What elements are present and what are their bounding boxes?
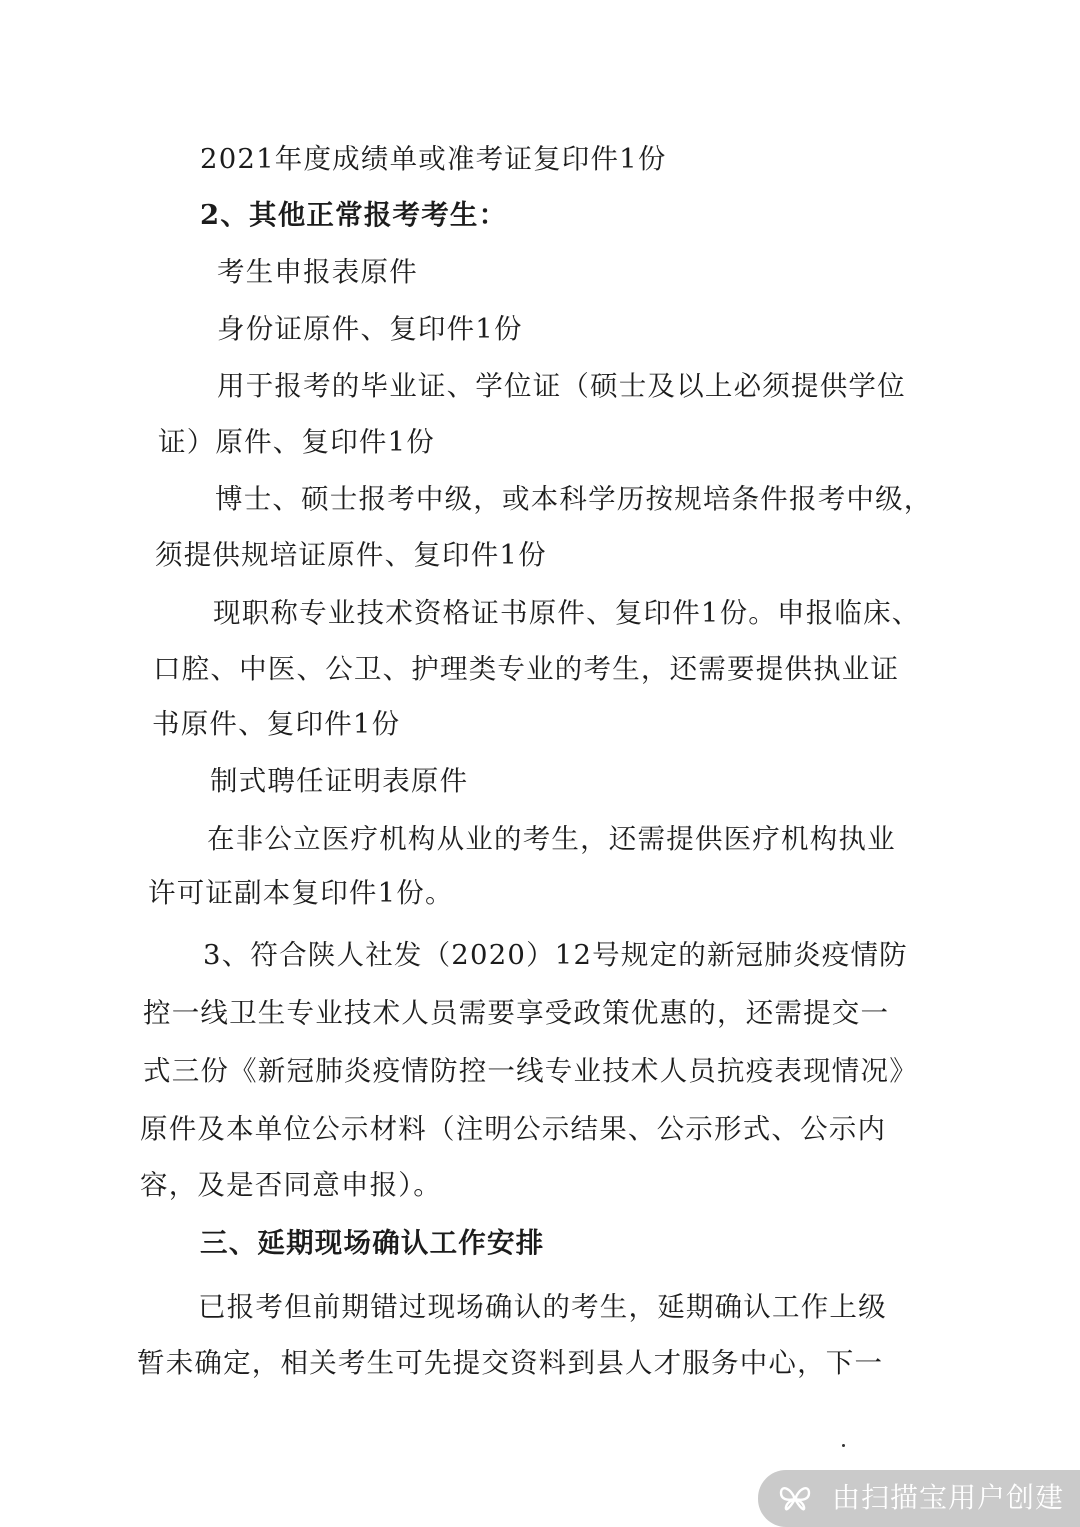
butterfly-icon (778, 1482, 812, 1516)
text-line: 控一线卫生专业技术人员需要享受政策优惠的，还需提交一 (143, 997, 890, 1029)
text-line: 已报考但前期错过现场确认的考生，延期确认工作上级 (198, 1291, 887, 1323)
text-line: 在非公立医疗机构从业的考生，还需提供医疗机构执业 (207, 823, 896, 855)
section-heading: 2、其他正常报考考生： (200, 199, 508, 231)
text-line: 制式聘任证明表原件 (210, 765, 469, 797)
scan-speck (842, 1444, 845, 1447)
text-line: 书原件、复印件1份 (152, 708, 401, 740)
text-line: 须提供规培证原件、复印件1份 (155, 539, 547, 571)
text-line: 现职称专业技术资格证书原件、复印件1份。申报临床、 (213, 597, 921, 629)
section-heading: 三、延期现场确认工作安排 (200, 1227, 545, 1259)
text-line: 考生申报表原件 (217, 256, 418, 288)
text-line: 博士、硕士报考中级，或本科学历按规培条件报考中级， (215, 483, 933, 515)
text-line: 口腔、中医、公卫、护理类专业的考生，还需要提供执业证 (153, 653, 900, 685)
text-line: 用于报考的毕业证、学位证（硕士及以上必须提供学位 (217, 370, 906, 402)
text-line: 原件及本单位公示材料（注明公示结果、公示形式、公示内 (140, 1113, 887, 1145)
text-line: 暂未确定，相关考生可先提交资料到县人才服务中心，下一 (137, 1347, 884, 1379)
text-line: 2021年度成绩单或准考证复印件1份 (200, 143, 667, 175)
scanner-watermark (758, 1470, 1080, 1527)
text-line: 身份证原件、复印件1份 (217, 313, 523, 345)
text-line: 式三份《新冠肺炎疫情防控一线专业技术人员抗疫表现情况》 (143, 1055, 918, 1087)
watermark-text: 由扫描宝用户创建 (832, 1481, 1065, 1514)
text-line: 许可证副本复印件1份。 (148, 877, 454, 909)
text-line: 3、符合陕人社发（2020）12号规定的新冠肺炎疫情防 (203, 939, 908, 971)
text-line: 容，及是否同意申报）。 (140, 1169, 442, 1201)
text-line: 证）原件、复印件1份 (158, 426, 435, 458)
